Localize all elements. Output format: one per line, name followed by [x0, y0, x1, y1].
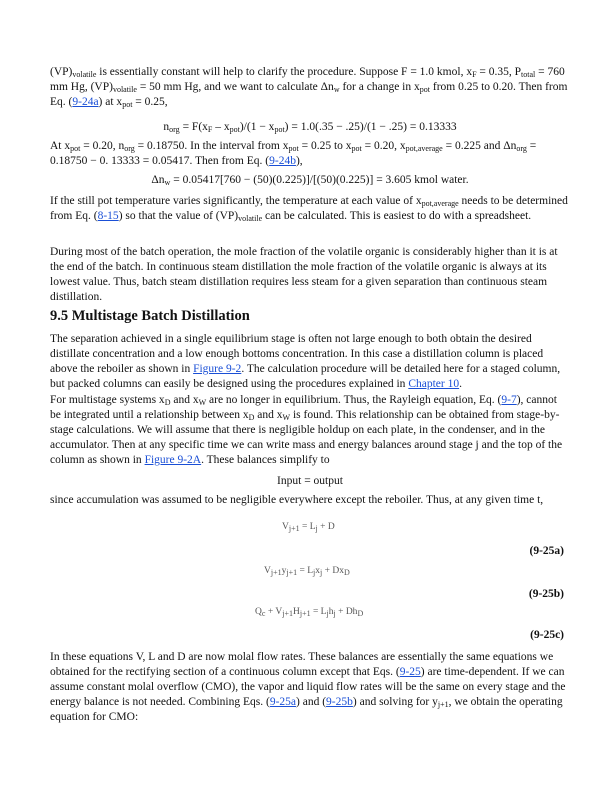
paragraph-cmo: In these equations V, L and D are now molal flow rates. These balances are essentially the same equations we obtained for the rectifying section of a continuous column except that Eqs. (9-25) are time-dependent. If we can assume constant molal overflow (CMO), the vapor and liquid flow rates will be the same on every stage and the energy balance is not needed. Combining Eqs. (9-25a) and (9-25b) and solving for $y_{j+1}$, we obtain the operating equation for CMO: — [50, 651, 566, 723]
paragraph-accumulation: since accumulation was assumed to be negligible everywhere except the reboiler. Thus, at any given time t, — [50, 494, 544, 506]
link-eq-9-25[interactable]: 9-25 — [399, 666, 421, 678]
link-eq-9-25b[interactable]: 9-25b — [326, 696, 353, 708]
equation-number-9-25b: (9-25b) — [528, 588, 564, 600]
paragraph-multistage: For multistage systems $x_D$ and $x_W$ are no longer in equilibrium. Thus, the Rayleigh equation, Eq. (9-7), cannot be integrated until a relationship between $x_D$ and $x_W$ is found. This relationship can be obtained from stage-by-stage calculations. We will assume that there is negligible holdup on each plate, in the condenser, and in the accumulator. Then at any specific time we can write mass and energy balances around stage j and the top of the column as shown in Figure 9-2A. These balances simplify to — [50, 394, 563, 466]
paragraph-interval: At $x_{pot} = 0.20$, $n_{org} = 0.18750$. In the interval from $x_{pot} = 0.25$ to $x_{pot} = 0.20$, $x_{pot,average} = 0.225$ and $\Delta n_{org} = 0.18750 - 0$. 13333 = 0.05417. Then from Eq. (9-24b), — [50, 140, 537, 167]
paragraph-intro: $(VP)_{volatile}$ is essentially constant will help to clarify the procedure. Suppose F = 1.0 kmol, $x_F = 0.35$, $P_{total} = 760$ mm Hg, $(VP)_{volatile} = 50$ mm Hg, and we want to calculate $\Delta n_w$ for a change in $x_{pot}$ from 0.25 to 0.20. Then from Eq. (9-24a) at $x_{pot} = 0.25$, — [50, 66, 568, 109]
paragraph-separation: The separation achieved in a single equilibrium stage is often not large enough to both obtain the desired distillate concentration and a low enough bottoms concentration. In this case a distillation column is placed above the reboiler as shown in Figure 9-2. The calculation procedure will be detailed here for a staged column, but packed columns can easily be designed using the procedures explained in Chapter 10. — [50, 333, 561, 390]
link-figure-9-2[interactable]: Figure 9-2 — [193, 363, 242, 375]
link-chapter-10[interactable]: Chapter 10 — [408, 378, 460, 390]
paragraph-batch-operation: During most of the batch operation, the mole fraction of the volatile organic is considerably higher than it is at the end of the batch. In continuous steam distillation the mole fraction of the volatile organic is always at its lowest value. Thus, batch steam distillation requires less steam for a given separation than continuous steam distillation. — [50, 246, 558, 303]
equation-9-25a: $V_{j+1} = L_j + D$ — [282, 522, 335, 533]
equation-norg: $n_{org} = F(x_F - x_{pot})/(1 - x_{pot}) = 1.0(.35 - .25)/(1 - .25) = 0.13333$ — [163, 121, 457, 134]
equation-9-25c: $Q_c + V_{j+1}H_{j+1} = L_jh_j + Dh_D$ — [255, 607, 364, 618]
equation-number-9-25a: (9-25a) — [529, 545, 564, 557]
equation-number-9-25c: (9-25c) — [530, 629, 564, 641]
link-eq-8-15[interactable]: 8-15 — [97, 210, 119, 222]
link-eq-9-7[interactable]: 9-7 — [501, 394, 517, 406]
equation-9-25b: $V_{j+1}y_{j+1} = L_jx_j + Dx_D$ — [264, 566, 350, 577]
section-heading: 9.5 Multistage Batch Distillation — [50, 308, 250, 324]
link-eq-9-25a[interactable]: 9-25a — [269, 696, 297, 708]
link-eq-9-24a[interactable]: 9-24a — [72, 96, 99, 108]
link-figure-9-2a[interactable]: Figure 9-2A — [144, 454, 202, 466]
link-eq-9-24b[interactable]: 9-24b — [269, 155, 296, 167]
paragraph-still-pot: If the still pot temperature varies significantly, the temperature at each value of $x_{pot,average}$ needs to be determined from Eq. (8-15) so that the value of $(VP)_{volatile}$ can be calculated. This is easiest to do with a spreadsheet. — [50, 195, 568, 223]
equation-input-output: Input = output — [277, 475, 343, 487]
equation-delta-nw: $\Delta n_w = 0.05417[760 - (50)(0.225)]/[(50)(0.225)] = 3.605$ kmol water. — [151, 174, 469, 187]
